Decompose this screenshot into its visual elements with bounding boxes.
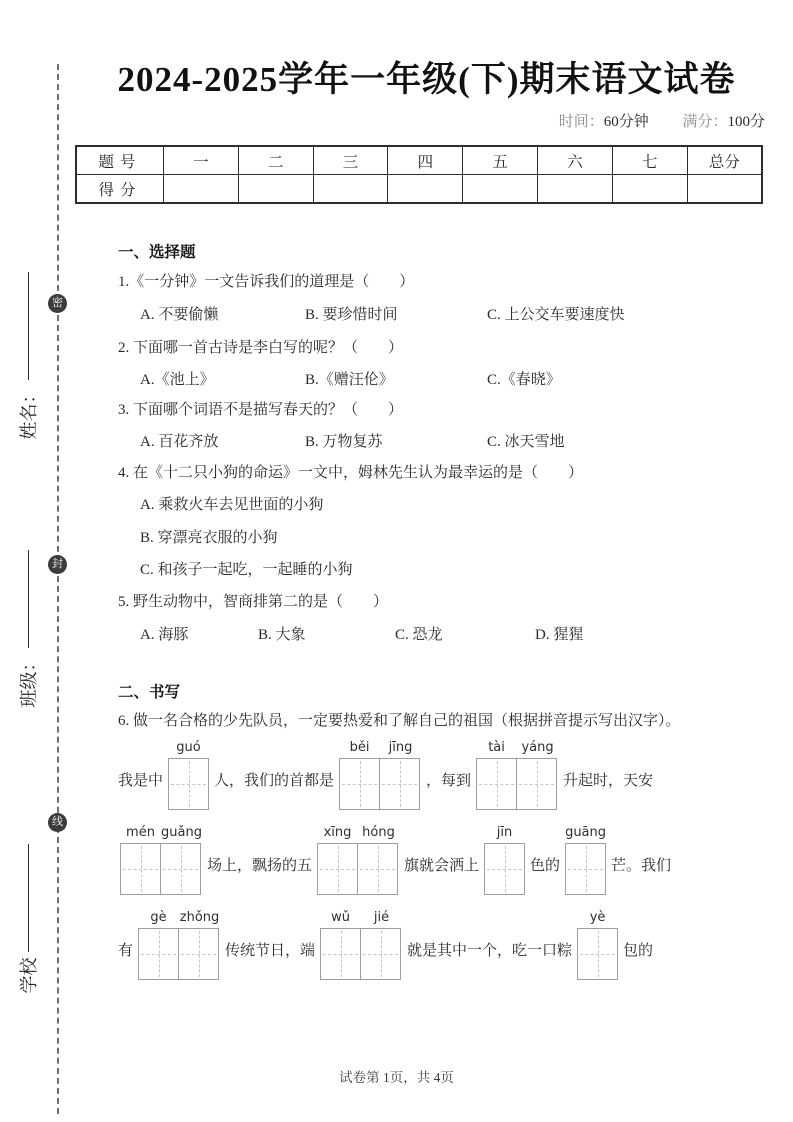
- score-cell[interactable]: [463, 175, 538, 204]
- q5-option-a: A. 海豚: [140, 627, 189, 643]
- pinyin-label: yè: [589, 910, 606, 925]
- pinyin-row: [339, 740, 421, 758]
- score-cell[interactable]: [612, 175, 687, 204]
- box-row: [168, 758, 209, 810]
- seal-mi-icon: 密: [48, 294, 67, 313]
- writing-text: 色的: [530, 858, 561, 874]
- writing-box-group-wujie: [320, 910, 402, 980]
- seal-feng-icon: 封: [48, 555, 67, 574]
- writing-box-group-taiyang: [476, 740, 558, 810]
- q3-option-a: A. 百花齐放: [140, 434, 219, 450]
- writing-box[interactable]: [360, 928, 401, 980]
- class-blank-line[interactable]: [28, 551, 29, 649]
- school-label: 学校: [19, 957, 39, 994]
- header-section-4: 四: [388, 146, 463, 175]
- writing-box[interactable]: [120, 843, 161, 895]
- writing-row-1: [118, 740, 653, 810]
- writing-box-group-guo: [168, 740, 209, 810]
- page-number: 试卷第 1页，共 4页: [339, 1070, 454, 1085]
- time-label: 时间：: [558, 114, 604, 130]
- q2-option-b: B.《赠汪伦》: [305, 372, 394, 388]
- time-value: 60分钟: [603, 114, 649, 130]
- writing-box-group-jin: [484, 825, 525, 895]
- score-table: [75, 145, 763, 204]
- writing-box[interactable]: [484, 843, 525, 895]
- seal-dashed-line: [57, 64, 59, 1114]
- header-section-1: 一: [164, 146, 239, 175]
- header-section-3: 三: [313, 146, 388, 175]
- writing-box[interactable]: [379, 758, 420, 810]
- pinyin-label: jié: [373, 910, 390, 925]
- pinyin-row: [138, 910, 220, 928]
- full-score-label: 满分：: [682, 114, 728, 130]
- box-row: [317, 843, 399, 895]
- q5-option-d: D. 猩猩: [535, 627, 584, 643]
- writing-box[interactable]: [320, 928, 361, 980]
- writing-text: 有: [118, 943, 134, 959]
- header-total: 总分: [687, 146, 762, 175]
- score-cell-total[interactable]: [687, 175, 762, 204]
- pinyin-row: [120, 825, 202, 843]
- q5-option-b: B. 大象: [258, 627, 306, 643]
- writing-box[interactable]: [138, 928, 179, 980]
- writing-box-group-beijing: [339, 740, 421, 810]
- writing-row-3: [118, 910, 653, 980]
- section-2-heading: 二、书写: [118, 684, 181, 701]
- pinyin-row: [476, 740, 558, 758]
- question-4-stem: 4. 在《十二只小狗的命运》一文中，姆林先生认为最幸运的是（ ）: [118, 465, 584, 481]
- writing-text: 包的: [623, 943, 654, 959]
- writing-text: 就是其中一个，吃一口粽: [407, 943, 573, 959]
- class-label: 班级：: [19, 653, 39, 708]
- question-3-stem: 3. 下面哪个词语不是描写春天的？（ ）: [118, 402, 404, 418]
- seal-xian-icon: 线: [48, 813, 67, 832]
- pinyin-label: mén: [126, 825, 155, 840]
- writing-text: 升起时，天安: [563, 773, 654, 789]
- header-section-7: 七: [612, 146, 687, 175]
- q3-option-b: B. 万物复苏: [305, 434, 383, 450]
- q4-option-c: C. 和孩子一起吃，一起睡的小狗: [140, 562, 353, 578]
- q1-option-b: B. 要珍惜时间: [305, 307, 398, 323]
- q3-option-c: C. 冰天雪地: [487, 434, 565, 450]
- pinyin-row: [577, 910, 618, 928]
- score-cell[interactable]: [313, 175, 388, 204]
- score-table-header-row: [76, 146, 762, 175]
- score-cell[interactable]: [164, 175, 239, 204]
- box-row: [138, 928, 220, 980]
- writing-box[interactable]: [516, 758, 557, 810]
- name-label: 姓名：: [19, 385, 39, 440]
- school-field: [17, 833, 39, 1005]
- pinyin-label: yáng: [521, 740, 554, 755]
- q2-option-c: C.《春晓》: [487, 372, 561, 388]
- full-score-value: 100分: [727, 114, 765, 130]
- pinyin-row: [320, 910, 402, 928]
- pinyin-label: xīng: [323, 825, 352, 840]
- writing-box[interactable]: [168, 758, 209, 810]
- writing-text: 人，我们的首都是: [214, 773, 335, 789]
- question-5-stem: 5. 野生动物中，智商排第二的是（ ）: [118, 594, 389, 610]
- box-row: [577, 928, 618, 980]
- time-info: [559, 114, 649, 130]
- pinyin-label: guó: [176, 740, 201, 755]
- header-section-6: 六: [538, 146, 613, 175]
- box-row: [320, 928, 402, 980]
- pinyin-label: gè: [150, 910, 167, 925]
- pinyin-label: guāng: [565, 825, 607, 840]
- writing-box-group-guang: [565, 825, 606, 895]
- writing-box-group-menguang: [120, 825, 202, 895]
- pinyin-row: [484, 825, 525, 843]
- score-cell[interactable]: [238, 175, 313, 204]
- box-row: [120, 843, 202, 895]
- pinyin-label: guǎng: [161, 825, 202, 840]
- name-field: [17, 266, 39, 446]
- q4-option-a: A. 乘救火车去见世面的小狗: [140, 497, 324, 513]
- writing-box-group-ye: [577, 910, 618, 980]
- writing-box-group-xinghong: [317, 825, 399, 895]
- school-blank-line[interactable]: [28, 845, 29, 953]
- header-section-2: 二: [238, 146, 313, 175]
- writing-box[interactable]: [339, 758, 380, 810]
- exam-meta: [559, 110, 765, 131]
- pinyin-row: [317, 825, 399, 843]
- pinyin-row: [168, 740, 209, 758]
- writing-box[interactable]: [565, 843, 606, 895]
- pinyin-label: hóng: [362, 825, 395, 840]
- pinyin-row: [565, 825, 606, 843]
- writing-box[interactable]: [160, 843, 201, 895]
- writing-box[interactable]: [178, 928, 219, 980]
- writing-text: 场上，飘扬的五: [207, 858, 313, 874]
- name-blank-line[interactable]: [28, 273, 29, 381]
- writing-text: 芒。我们: [611, 858, 672, 874]
- question-1-stem: 1.《一分钟》一文告诉我们的道理是（ ）: [118, 274, 415, 290]
- q5-option-c: C. 恐龙: [395, 627, 443, 643]
- writing-row-2: [118, 825, 671, 895]
- q1-option-c: C. 上公交车要速度快: [487, 307, 625, 323]
- score-table-score-row: [76, 175, 762, 204]
- score-cell[interactable]: [538, 175, 613, 204]
- box-row: [565, 843, 606, 895]
- full-score-info: [682, 114, 765, 130]
- q2-option-a: A.《池上》: [140, 372, 215, 388]
- question-6-stem: 6. 做一名合格的少先队员，一定要热爱和了解自己的祖国（根据拼音提示写出汉字）。: [118, 713, 681, 729]
- question-2-stem: 2. 下面哪一首古诗是李白写的呢？（ ）: [118, 340, 404, 356]
- class-field: [17, 543, 39, 715]
- writing-box[interactable]: [317, 843, 358, 895]
- box-row: [476, 758, 558, 810]
- writing-text: ，每到: [426, 773, 472, 789]
- section-1-heading: 一、选择题: [118, 244, 196, 261]
- pinyin-label: tài: [488, 740, 505, 755]
- pinyin-label: zhǒng: [179, 910, 220, 925]
- pinyin-label: jīng: [388, 740, 413, 755]
- writing-text: 我是中: [118, 773, 164, 789]
- writing-box[interactable]: [476, 758, 517, 810]
- q1-option-a: A. 不要偷懒: [140, 307, 219, 323]
- writing-text: 旗就会洒上: [404, 858, 480, 874]
- q4-option-b: B. 穿漂亮衣服的小狗: [140, 530, 278, 546]
- box-row: [484, 843, 525, 895]
- box-row: [339, 758, 421, 810]
- header-question-number: 题号: [76, 146, 164, 175]
- pinyin-label: jīn: [496, 825, 513, 840]
- pinyin-label: běi: [349, 740, 370, 755]
- score-row-label: 得分: [76, 175, 164, 204]
- header-section-5: 五: [463, 146, 538, 175]
- score-cell[interactable]: [388, 175, 463, 204]
- page-title: 2024-2025学年一年级(下)期末语文试卷: [117, 60, 736, 99]
- pinyin-label: wǔ: [331, 910, 350, 925]
- writing-box-group-gezhong: [138, 910, 220, 980]
- writing-box[interactable]: [357, 843, 398, 895]
- writing-text: 传统节日，端: [225, 943, 316, 959]
- writing-box[interactable]: [577, 928, 618, 980]
